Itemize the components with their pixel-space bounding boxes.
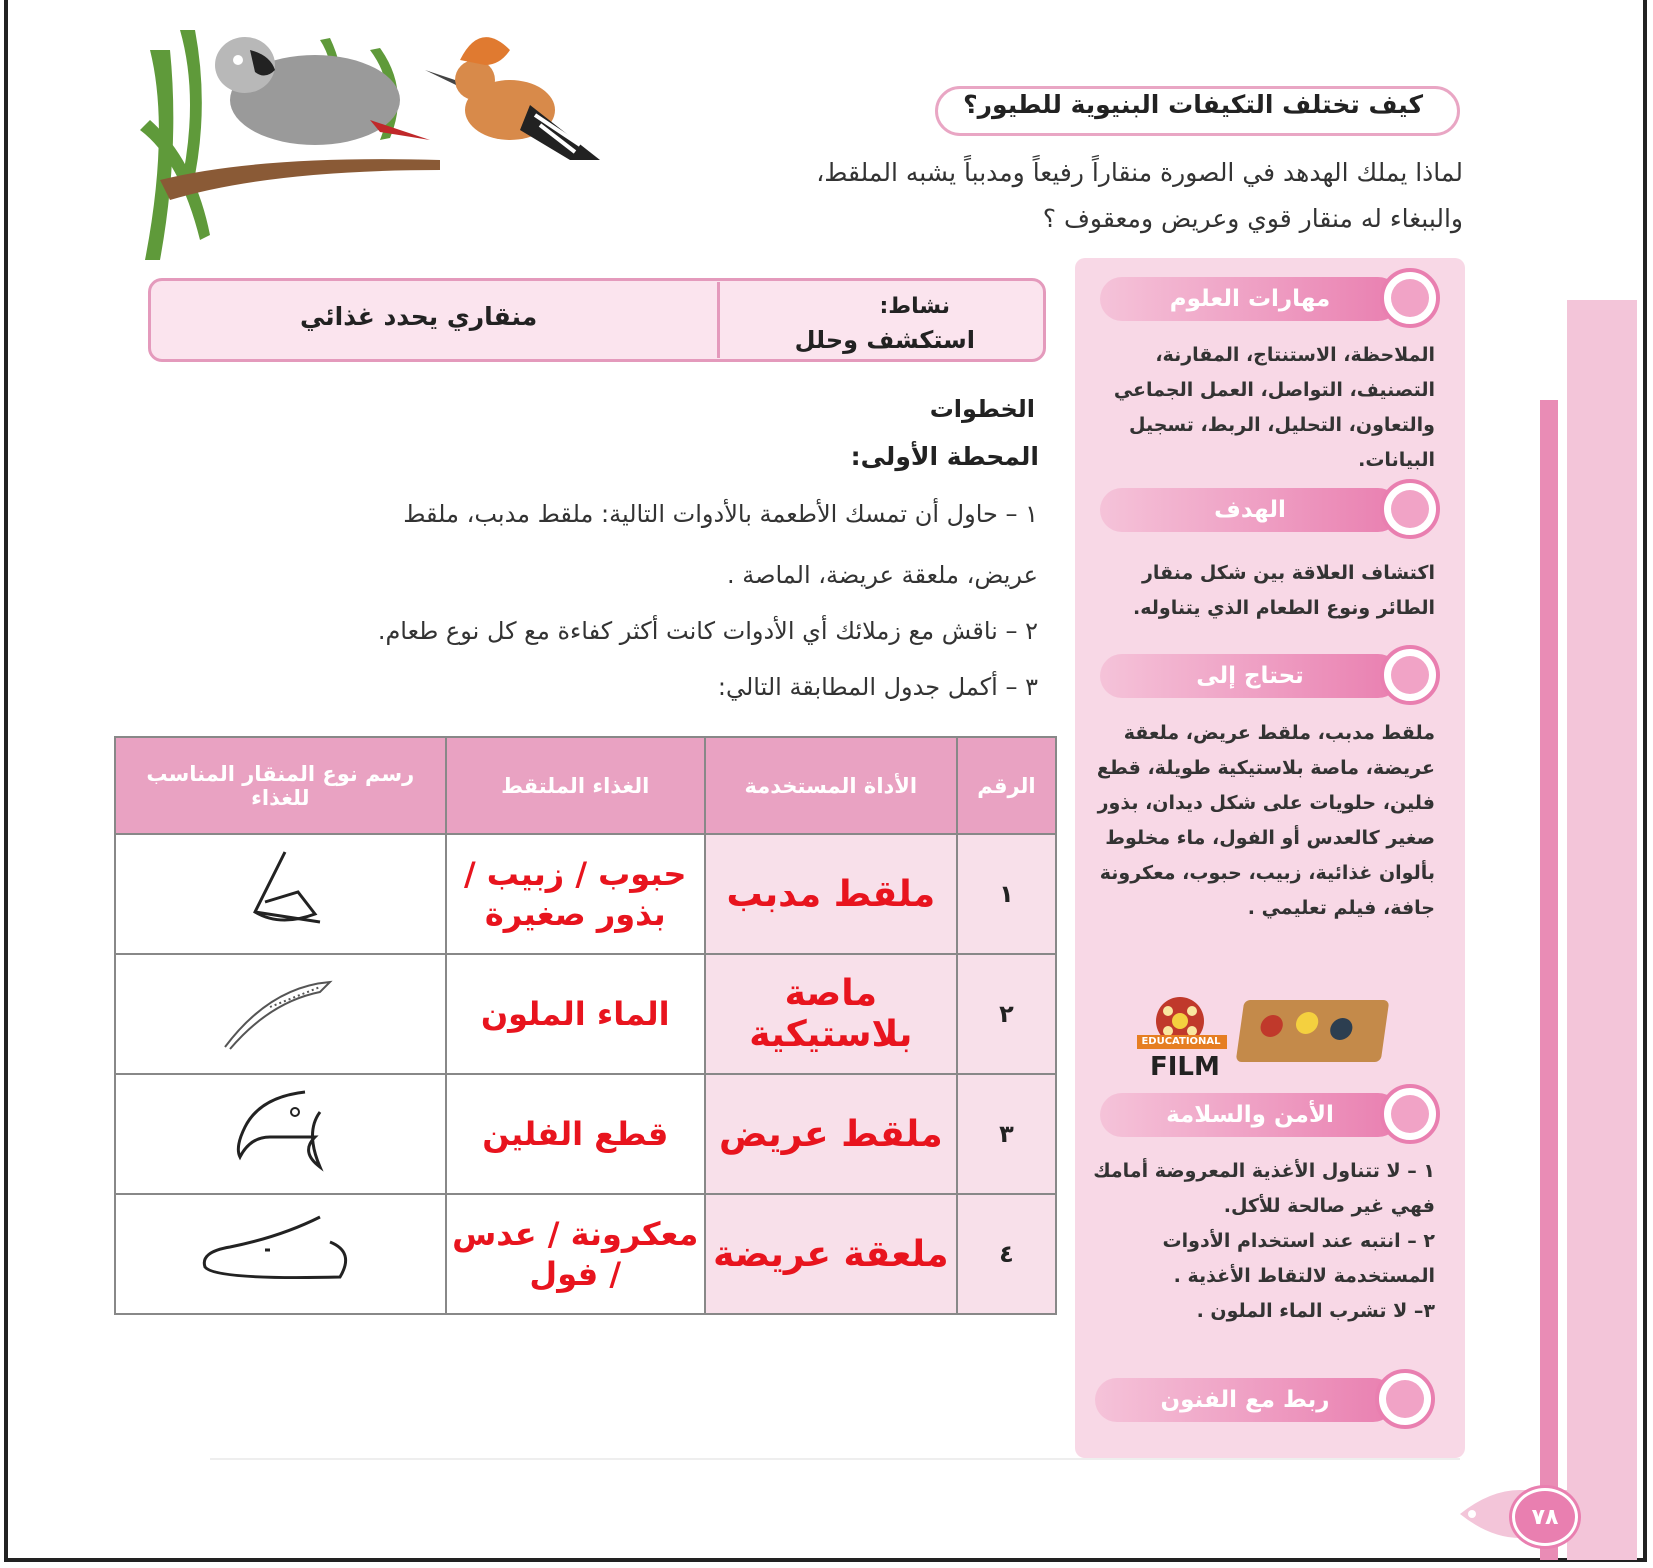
birds-illustration (140, 10, 630, 270)
row-food: معكرونة / عدس / فول (446, 1194, 705, 1314)
intro-line: لماذا يملك الهدهد في الصورة منقاراً رفيعاً ومدبباً يشبه الملقط، (816, 158, 1463, 187)
station-heading: المحطة الأولى: (850, 442, 1039, 471)
infinity-icon (1375, 1369, 1435, 1429)
target-icon (1380, 479, 1440, 539)
materials-badge-icon (1380, 645, 1440, 705)
intro-line: والببغاء له منقار قوي وعريض ومعقوف ؟ (1042, 204, 1463, 233)
step-text: ١ – حاول أن تمسك الأطعمة بالأدوات التالية: ملقط مدبب، ملقط (403, 500, 1038, 528)
table-row (115, 1074, 1056, 1194)
film-label-2: FILM (1150, 1052, 1220, 1082)
row-number: ١ (957, 834, 1056, 954)
table-row (115, 954, 1056, 1074)
steps-heading: الخطوات (929, 395, 1035, 423)
activity-subtitle: استكشف وحلل (794, 326, 975, 354)
row-food: الماء الملون (446, 954, 705, 1074)
header-tool: الأداة المستخدمة (705, 737, 957, 834)
step-text: ٢ – ناقش مع زملائك أي الأدوات كانت أكثر كفاءة مع كل نوع طعام. (377, 617, 1038, 645)
safety-item: ٢ – انتبه عند استخدام الأدوات المستخدمة لالتقاط الأغذية . (1162, 1230, 1435, 1287)
activity-title: نشاط: (879, 294, 950, 319)
goal-heading: الهدف (1100, 488, 1400, 532)
film-label: EDUCATIONAL (1141, 1036, 1221, 1047)
row-number: ٢ (957, 954, 1056, 1074)
step-text: ٣ – أكمل جدول المطابقة التالي: (717, 673, 1038, 701)
arts-heading: ربط مع الفنون (1095, 1378, 1395, 1422)
needs-text: ملقط مدبب، ملقط عريض، ملعقة عريضة، ماصة بلاستيكية طويلة، قطع فلين، حلويات على شكل ديدان، بذور صغير كالعدس أو الفول، ماء مخلوط بألوان غذائية، زبيب، حبوب، معكرونة جافة، فيلم تعليمي . (1096, 722, 1435, 919)
row-tool: ماصة بلاستيكية (705, 954, 957, 1074)
matching-table (114, 736, 1057, 1315)
page-edge-strip-dark (1540, 400, 1558, 1560)
pointed-beak-sketch (115, 834, 446, 954)
row-food: حبوب / زبيب / بذور صغيرة (446, 834, 705, 954)
safety-item: ١ – لا تتناول الأغذية المعروضة أمامك فهي غير صالحة للأكل. (1093, 1160, 1435, 1217)
table-header-row (115, 737, 1056, 834)
skills-heading: مهارات العلوم (1100, 277, 1400, 321)
food-tray-icon (1236, 1000, 1390, 1062)
hooked-beak-sketch (115, 1074, 446, 1194)
row-number: ٤ (957, 1194, 1056, 1314)
step-text: عريض، ملعقة عريضة، الماصة . (726, 561, 1038, 589)
safety-item: ٣– لا تشرب الماء الملون . (1196, 1300, 1435, 1322)
intro-text (603, 150, 1463, 242)
flat-wide-beak-sketch (115, 1194, 446, 1314)
long-thin-beak-sketch (115, 954, 446, 1074)
row-number: ٣ (957, 1074, 1056, 1194)
table-row (115, 834, 1056, 954)
divider (210, 1458, 1460, 1460)
row-tool: ملعقة عريضة (705, 1194, 957, 1314)
safety-badge-icon (1380, 1084, 1440, 1144)
activity-name: منقاري يحدد غذائي (300, 302, 538, 331)
goal-text: اكتشاف العلاقة بين شكل منقار الطائر ونوع الطعام الذي يتناوله. (1133, 562, 1435, 619)
activity-divider (717, 282, 720, 358)
header-number: الرقم (957, 737, 1056, 834)
safety-text (1080, 1154, 1435, 1329)
header-food: الغذاء الملتقط (446, 737, 705, 834)
page-number: ٧٨ (1512, 1488, 1578, 1546)
safety-heading: الأمن والسلامة (1100, 1093, 1400, 1137)
skills-badge-icon (1380, 268, 1440, 328)
row-tool: ملقط مدبب (705, 834, 957, 954)
needs-heading: تحتاج إلى (1100, 654, 1400, 698)
row-food: قطع الفلين (446, 1074, 705, 1194)
page-edge-strip (1567, 300, 1637, 1560)
page-question: كيف تختلف التكيفات البنيوية للطيور؟ (963, 90, 1423, 119)
skills-text: الملاحظة، الاستنتاج، المقارنة، التصنيف، التواصل، العمل الجماعي والتعاون، التحليل، الربط، تسجيل البيانات. (1113, 344, 1435, 471)
table-row (115, 1194, 1056, 1314)
header-beak-sketch: رسم نوع المنقار المناسب للغذاء (115, 737, 446, 834)
row-tool: ملقط عريض (705, 1074, 957, 1194)
